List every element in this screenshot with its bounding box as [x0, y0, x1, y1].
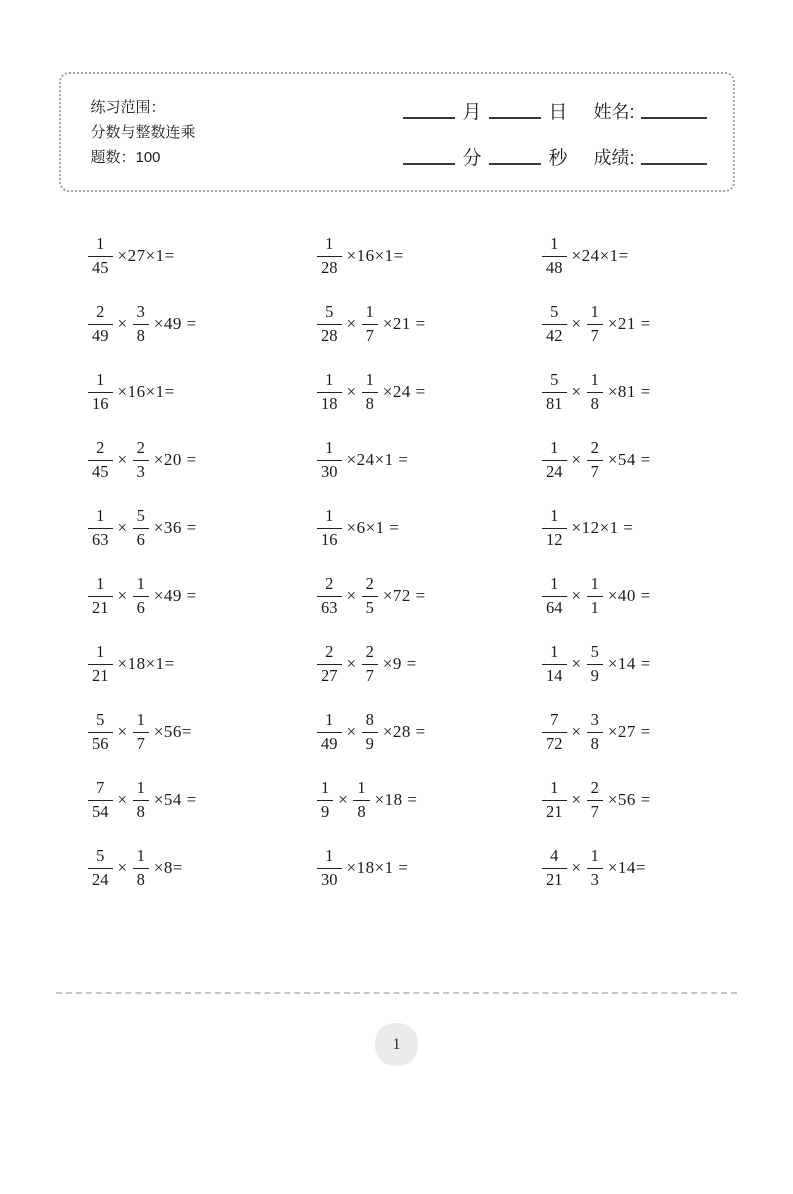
problem	[317, 766, 542, 834]
numerator: 5	[133, 507, 149, 528]
fraction	[88, 235, 113, 277]
name-blank-line	[641, 117, 707, 119]
numerator: 1	[362, 303, 378, 324]
problem	[317, 562, 542, 630]
operator-text: ×21 =	[607, 314, 651, 333]
operator-text: ×	[117, 722, 128, 741]
numerator: 1	[317, 779, 333, 800]
score-label: 成绩:	[593, 148, 635, 168]
fraction	[317, 779, 333, 821]
fraction	[542, 779, 567, 821]
problem	[542, 358, 738, 426]
fraction	[133, 439, 149, 481]
operator-text: ×24×1 =	[346, 450, 409, 469]
denominator: 28	[321, 325, 338, 345]
fraction	[587, 643, 603, 685]
numerator: 8	[362, 711, 378, 732]
numerator: 1	[542, 235, 567, 256]
fraction	[317, 235, 342, 277]
operator-text: ×	[571, 790, 582, 809]
numerator: 5	[88, 847, 113, 868]
operator-text: ×28 =	[382, 722, 426, 741]
operator-text: ×14 =	[607, 654, 651, 673]
operator-text: ×	[571, 450, 582, 469]
operator-text: ×20 =	[153, 450, 197, 469]
problem	[542, 290, 738, 358]
numerator: 1	[362, 371, 378, 392]
numerator: 1	[587, 575, 603, 596]
header-box	[59, 72, 735, 192]
fraction	[88, 847, 113, 889]
denominator: 63	[321, 597, 338, 617]
denominator: 49	[321, 733, 338, 753]
fraction	[88, 643, 113, 685]
fraction	[317, 371, 342, 413]
operator-text: ×18×1 =	[346, 858, 409, 877]
denominator: 9	[590, 665, 599, 685]
fraction	[88, 371, 113, 413]
operator-text: ×36 =	[153, 518, 197, 537]
denominator: 42	[546, 325, 563, 345]
problem	[542, 562, 738, 630]
numerator: 5	[88, 711, 113, 732]
page-number: 1	[392, 1035, 401, 1053]
fraction	[133, 847, 149, 889]
denominator: 7	[590, 325, 599, 345]
denominator: 7	[590, 461, 599, 481]
bottom-dashed-divider	[56, 992, 737, 994]
operator-text: ×	[571, 314, 582, 333]
denominator: 14	[546, 665, 563, 685]
scope-value: 分数与整数连乘	[90, 124, 196, 141]
numerator: 1	[88, 643, 113, 664]
problem	[88, 698, 317, 766]
problem	[542, 766, 738, 834]
fraction	[317, 711, 342, 753]
operator-text: ×24 =	[382, 382, 426, 401]
operator-text: ×	[571, 382, 582, 401]
operator-text: ×24×1=	[571, 246, 629, 265]
denominator: 30	[321, 461, 338, 481]
numerator: 5	[542, 371, 567, 392]
operator-text: ×	[117, 858, 128, 877]
operator-text: ×	[346, 586, 357, 605]
date-name-row	[403, 97, 706, 124]
problem	[88, 630, 317, 698]
denominator: 5	[365, 597, 374, 617]
operator-text: ×	[571, 858, 582, 877]
problem	[317, 698, 542, 766]
fraction	[88, 779, 113, 821]
operator-text: ×54 =	[153, 790, 197, 809]
numerator: 5	[587, 643, 603, 664]
operator-text: ×	[571, 654, 582, 673]
fraction	[133, 779, 149, 821]
operator-text: ×27×1=	[117, 246, 175, 265]
numerator: 1	[133, 575, 149, 596]
denominator: 16	[92, 393, 109, 413]
numerator: 2	[587, 439, 603, 460]
operator-text: ×49 =	[153, 586, 197, 605]
denominator: 18	[321, 393, 338, 413]
denominator: 27	[321, 665, 338, 685]
denominator: 21	[92, 665, 109, 685]
operator-text: ×16×1=	[117, 382, 175, 401]
fraction	[362, 711, 378, 753]
fraction	[317, 575, 342, 617]
problem	[317, 426, 542, 494]
problem	[88, 562, 317, 630]
problem	[542, 494, 738, 562]
numerator: 1	[133, 847, 149, 868]
numerator: 1	[133, 779, 149, 800]
day-label: 日	[548, 102, 568, 123]
numerator: 2	[88, 303, 113, 324]
problem	[88, 766, 317, 834]
scope-label: 练习范围：	[90, 99, 166, 116]
denominator: 8	[136, 801, 145, 821]
operator-text: ×16×1=	[346, 246, 404, 265]
numerator: 5	[317, 303, 342, 324]
denominator: 7	[365, 665, 374, 685]
operator-text: ×81 =	[607, 382, 651, 401]
numerator: 1	[317, 507, 342, 528]
problem-grid	[88, 222, 738, 902]
fraction	[88, 711, 113, 753]
count-label: 题数：100	[90, 149, 161, 166]
numerator: 1	[542, 507, 567, 528]
fraction	[317, 507, 342, 549]
problem	[542, 834, 738, 902]
fraction	[587, 303, 603, 345]
operator-text: ×	[117, 314, 128, 333]
operator-text: ×	[117, 586, 128, 605]
fraction	[587, 847, 603, 889]
denominator: 45	[92, 461, 109, 481]
numerator: 1	[587, 847, 603, 868]
operator-text: ×56 =	[607, 790, 651, 809]
denominator: 28	[321, 257, 338, 277]
numerator: 1	[542, 575, 567, 596]
operator-text: ×27 =	[607, 722, 651, 741]
fill-in-fields	[403, 95, 706, 190]
operator-text: ×	[571, 722, 582, 741]
denominator: 8	[136, 325, 145, 345]
denominator: 30	[321, 869, 338, 889]
operator-text: ×	[346, 314, 357, 333]
fraction	[362, 303, 378, 345]
numerator: 1	[542, 439, 567, 460]
fraction	[133, 711, 149, 753]
operator-text: ×21 =	[382, 314, 426, 333]
fraction	[587, 711, 603, 753]
numerator: 1	[587, 371, 603, 392]
denominator: 3	[136, 461, 145, 481]
operator-text: ×	[346, 382, 357, 401]
operator-text: ×	[117, 450, 128, 469]
problem	[88, 834, 317, 902]
numerator: 3	[587, 711, 603, 732]
operator-text: ×40 =	[607, 586, 651, 605]
denominator: 21	[546, 801, 563, 821]
denominator: 64	[546, 597, 563, 617]
fraction	[362, 371, 378, 413]
operator-text: ×12×1 =	[571, 518, 634, 537]
operator-text: ×14=	[607, 858, 647, 877]
problem	[317, 358, 542, 426]
fraction	[133, 575, 149, 617]
problem	[88, 358, 317, 426]
operator-text: ×6×1 =	[346, 518, 400, 537]
numerator: 1	[317, 235, 342, 256]
denominator: 81	[546, 393, 563, 413]
denominator: 6	[136, 529, 145, 549]
fraction	[587, 439, 603, 481]
numerator: 5	[542, 303, 567, 324]
fraction	[587, 575, 603, 617]
operator-text: ×18 =	[374, 790, 418, 809]
denominator: 49	[92, 325, 109, 345]
operator-text: ×	[338, 790, 349, 809]
denominator: 16	[321, 529, 338, 549]
month-blank-line	[403, 117, 455, 119]
fraction	[88, 507, 113, 549]
fraction	[88, 303, 113, 345]
numerator: 1	[317, 439, 342, 460]
denominator: 6	[136, 597, 145, 617]
denominator: 54	[92, 801, 109, 821]
worksheet-info	[91, 95, 196, 190]
denominator: 7	[136, 733, 145, 753]
operator-text: ×	[117, 790, 128, 809]
denominator: 72	[546, 733, 563, 753]
problem	[542, 630, 738, 698]
denominator: 1	[590, 597, 599, 617]
numerator: 1	[317, 371, 342, 392]
numerator: 1	[88, 235, 113, 256]
denominator: 56	[92, 733, 109, 753]
numerator: 1	[353, 779, 369, 800]
operator-text: ×9 =	[382, 654, 417, 673]
operator-text: ×54 =	[607, 450, 651, 469]
problem	[88, 222, 317, 290]
fraction	[542, 371, 567, 413]
operator-text: ×56=	[153, 722, 193, 741]
numerator: 2	[133, 439, 149, 460]
fraction	[133, 507, 149, 549]
denominator: 7	[590, 801, 599, 821]
denominator: 7	[365, 325, 374, 345]
numerator: 4	[542, 847, 567, 868]
denominator: 24	[92, 869, 109, 889]
fraction	[362, 575, 378, 617]
problem	[317, 494, 542, 562]
numerator: 1	[542, 643, 567, 664]
problem	[88, 290, 317, 358]
numerator: 1	[317, 711, 342, 732]
denominator: 21	[546, 869, 563, 889]
numerator: 2	[317, 575, 342, 596]
fraction	[317, 643, 342, 685]
numerator: 2	[362, 575, 378, 596]
fraction	[542, 507, 567, 549]
fraction	[542, 643, 567, 685]
month-label: 月	[462, 102, 482, 123]
denominator: 48	[546, 257, 563, 277]
operator-text: ×	[346, 654, 357, 673]
denominator: 8	[365, 393, 374, 413]
operator-text: ×72 =	[382, 586, 426, 605]
numerator: 1	[88, 575, 113, 596]
denominator: 21	[92, 597, 109, 617]
denominator: 9	[321, 801, 330, 821]
denominator: 8	[590, 733, 599, 753]
problem	[317, 222, 542, 290]
numerator: 3	[133, 303, 149, 324]
minute-label: 分	[462, 148, 482, 169]
fraction	[362, 643, 378, 685]
fraction	[317, 439, 342, 481]
fraction	[542, 847, 567, 889]
numerator: 2	[88, 439, 113, 460]
problem	[88, 494, 317, 562]
fraction	[88, 575, 113, 617]
fraction	[542, 439, 567, 481]
fraction	[88, 439, 113, 481]
operator-text: ×	[346, 722, 357, 741]
fraction	[317, 847, 342, 889]
denominator: 12	[546, 529, 563, 549]
fraction	[587, 779, 603, 821]
numerator: 1	[317, 847, 342, 868]
numerator: 1	[542, 779, 567, 800]
numerator: 2	[317, 643, 342, 664]
denominator: 45	[92, 257, 109, 277]
problem	[88, 426, 317, 494]
operator-text: ×18×1=	[117, 654, 175, 673]
denominator: 63	[92, 529, 109, 549]
operator-text: ×	[117, 518, 128, 537]
fraction	[353, 779, 369, 821]
numerator: 7	[88, 779, 113, 800]
numerator: 1	[587, 303, 603, 324]
second-label: 秒	[548, 148, 568, 169]
numerator: 1	[133, 711, 149, 732]
denominator: 8	[136, 869, 145, 889]
numerator: 1	[88, 371, 113, 392]
page-number-badge	[375, 1023, 418, 1066]
minute-blank-line	[403, 163, 455, 165]
operator-text: ×49 =	[153, 314, 197, 333]
fraction	[587, 371, 603, 413]
numerator: 2	[587, 779, 603, 800]
name-label: 姓名:	[593, 102, 635, 122]
problem	[317, 290, 542, 358]
fraction	[133, 303, 149, 345]
denominator: 9	[365, 733, 374, 753]
numerator: 2	[362, 643, 378, 664]
second-blank-line	[489, 163, 541, 165]
time-score-row	[403, 143, 706, 170]
denominator: 3	[590, 869, 599, 889]
denominator: 8	[590, 393, 599, 413]
operator-text: ×	[571, 586, 582, 605]
fraction	[542, 235, 567, 277]
score-blank-line	[641, 163, 707, 165]
numerator: 1	[88, 507, 113, 528]
fraction	[542, 711, 567, 753]
day-blank-line	[489, 117, 541, 119]
problem	[542, 698, 738, 766]
fraction	[542, 575, 567, 617]
problem	[542, 222, 738, 290]
fraction	[317, 303, 342, 345]
fraction	[542, 303, 567, 345]
problem	[317, 630, 542, 698]
problem	[542, 426, 738, 494]
denominator: 8	[357, 801, 366, 821]
numerator: 7	[542, 711, 567, 732]
problem	[317, 834, 542, 902]
denominator: 24	[546, 461, 563, 481]
operator-text: ×8=	[153, 858, 184, 877]
